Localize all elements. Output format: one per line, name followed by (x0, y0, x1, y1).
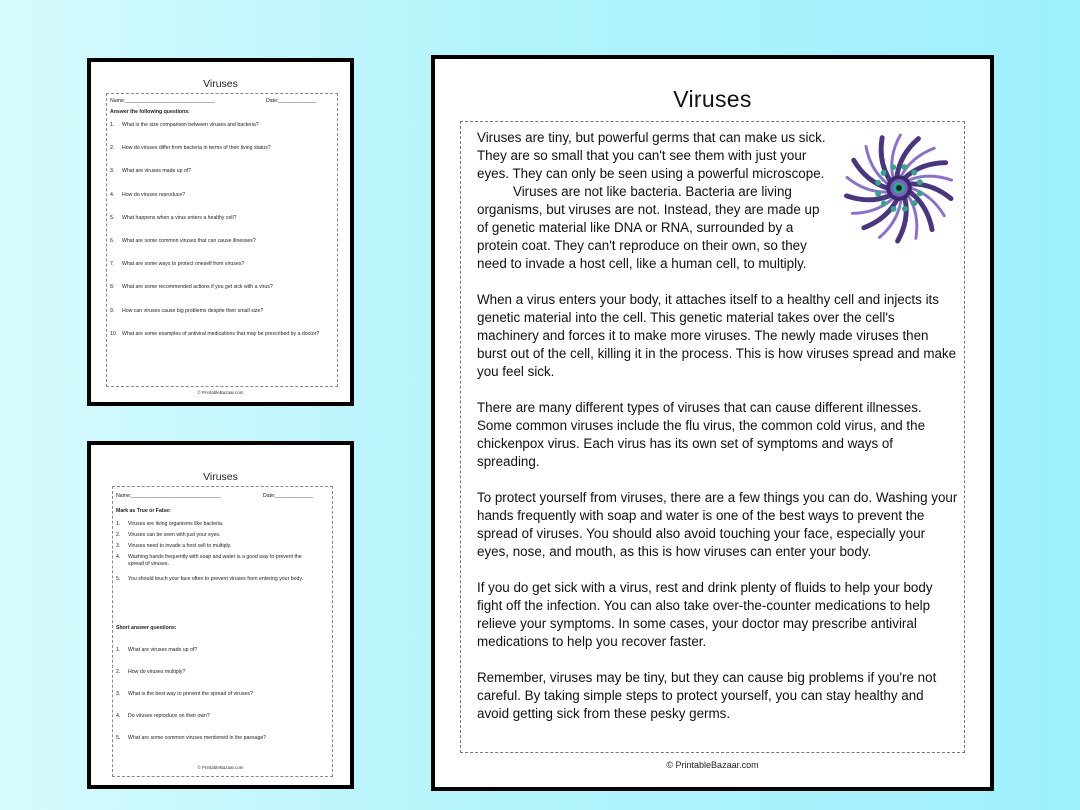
item-number: 1. (110, 122, 115, 128)
paragraph-sick: If you do get sick with a virus, rest and drink plenty of fluids to help your body fight off the infection. You can also take over-the-counter medications to help relieve your symptoms. In some cases, your doctor may prescribe antiviral medications to help you recover faster. (477, 580, 933, 649)
item-text: Viruses need to invade a host cell to multiply. (128, 543, 232, 549)
item-number: 3. (110, 168, 115, 175)
item-text: Viruses can be seen with just your eyes. (128, 532, 221, 538)
worksheet-box (112, 486, 333, 777)
item-text: What are viruses made up of? (122, 168, 192, 175)
name-field: Name:_______________________________ (116, 493, 221, 499)
item-number: 10. (110, 330, 118, 337)
paragraph-conclusion: Remember, viruses may be tiny, but they can cause big problems if you're not careful. By taking simple steps to protect yourself, you can stay healthy and avoid getting sick from these pesky germs. (477, 670, 937, 721)
list-item (116, 576, 324, 583)
list-item (116, 713, 324, 720)
virus-dot (911, 170, 917, 176)
paragraph-types: There are many different types of viruses that can cause different illnesses. Some common viruses include the flu virus, the common cold virus, and the chickenpox virus. Each virus has its own set of symptoms and ways of spreading. (477, 400, 926, 469)
list-item (116, 554, 324, 567)
item-number: 3. (116, 543, 121, 549)
virus-dot (902, 206, 908, 212)
item-text: You should touch your face often to prevent viruses from entering your body. (128, 576, 304, 582)
date-field: Date:_____________ (263, 493, 313, 499)
list-item (110, 331, 329, 338)
item-text: What are some common viruses that can cause illnesses? (122, 238, 256, 244)
virus-dot (917, 190, 923, 196)
virus-dot (881, 170, 887, 176)
item-text: What happens when a virus enters a healthy cell? (122, 214, 237, 221)
page-title: Viruses (203, 78, 238, 90)
list-item (110, 308, 329, 315)
paragraph-protection: To protect yourself from viruses, there are a few things you can do. Washing your hands frequently with soap and water is one of the best ways to prevent the spread of viruses. You should also avoid touching your face, especially your eyes, nose, and mouth, as this is how viruses can enter your body. (477, 490, 958, 559)
item-text: What is the best way to prevent the spread of viruses? (128, 691, 253, 697)
list-item (110, 284, 329, 291)
item-number: 4. (110, 191, 115, 198)
date-field: Date:_____________ (266, 98, 316, 104)
footer-credit: © PrintableBazaar.com (197, 390, 244, 395)
item-text: Washing hands frequently with soap and water is a good way to prevent the spread of viruses. (128, 554, 302, 567)
item-text: How can viruses cause big problems despite their small size? (122, 307, 264, 314)
passage-text (477, 129, 959, 741)
virus-illustration-icon (839, 129, 959, 247)
true-false-heading: Mark as True or False: (116, 508, 171, 514)
list-item (110, 168, 329, 175)
paragraph-intro: Viruses are tiny, but powerful germs that can make us sick. They are so small that you can't see them with just your eyes. They can only be seen using a powerful microscope. Viruses are not like bacteria. Bacteria are living organisms, but viruses are not. Instead, they are made up of genetic material like DNA or RNA, surrounded by a protein coat. They can't reproduce on their own, so they need to invade a host cell, like a human cell, to multiply. (477, 130, 826, 271)
item-text: What are viruses made up of? (128, 647, 198, 653)
virus-dot (875, 191, 881, 197)
list-item (116, 735, 324, 742)
item-text: What are some ways to protect oneself from viruses? (122, 261, 245, 268)
item-text: Do viruses reproduce on their own? (128, 713, 210, 719)
item-number: 5. (116, 735, 121, 741)
paragraph-infection: When a virus enters your body, it attaches itself to a healthy cell and injects its genetic material into the cell. This genetic material takes over the cell's machinery and forces it to make more viruses. The newly made viruses then burst out of the cell, killing it in the process. This is how viruses spread and make you feel sick. (477, 292, 957, 379)
worksheet-box (106, 93, 338, 387)
item-number: 4. (116, 554, 121, 560)
virus-dot (901, 164, 907, 170)
list-item (110, 192, 329, 199)
item-number: 4. (116, 713, 121, 719)
virus-spike (908, 176, 951, 180)
item-text: What are some common viruses mentioned in the passage? (128, 735, 267, 741)
list-item (110, 261, 329, 268)
page-title: Viruses (203, 471, 238, 483)
item-text: What are some recommended actions if you get sick with a virus? (122, 284, 273, 291)
item-number: 2. (110, 145, 115, 152)
item-number: 6. (110, 238, 115, 244)
item-text: How do viruses differ from bacteria in terms of their living status? (122, 145, 271, 152)
footer-credit: © PrintableBazaar.com (666, 760, 759, 770)
virus-dot (917, 179, 923, 185)
list-item (116, 691, 324, 698)
item-number: 2. (116, 669, 121, 675)
item-number: 2. (116, 532, 121, 538)
item-number: 8. (110, 284, 115, 291)
footer-credit: © PrintableBazaar.com (197, 765, 244, 770)
list-item (116, 669, 324, 676)
item-text: What are some examples of antiviral medications that may be prescribed by a doctor? (122, 330, 320, 337)
virus-dot (890, 164, 896, 170)
virus-dot (881, 201, 887, 207)
list-item (110, 122, 329, 129)
reading-passage-page (431, 55, 994, 791)
instructions-heading: Answer the following questions: (110, 109, 190, 115)
virus-spike (846, 196, 889, 200)
worksheet-true-false-page (87, 441, 354, 789)
list-item (116, 647, 324, 654)
item-number: 5. (110, 214, 115, 221)
list-item (116, 521, 324, 528)
virus-dot (875, 180, 881, 186)
item-text: Viruses are living organisms like bacteria. (128, 521, 224, 527)
item-text: How do viruses multiply? (128, 669, 186, 675)
list-item (116, 532, 324, 539)
virus-dot (891, 206, 897, 212)
item-number: 1. (116, 521, 121, 527)
page-title: Viruses (673, 86, 752, 112)
item-number: 1. (116, 647, 121, 653)
short-answer-heading: Short answer questions: (116, 625, 177, 631)
item-number: 9. (110, 307, 115, 314)
virus-dot (912, 200, 918, 206)
list-item (110, 145, 329, 152)
list-item (116, 543, 324, 550)
item-number: 3. (116, 691, 121, 697)
passage-box (460, 121, 965, 753)
item-number: 7. (110, 261, 115, 268)
worksheet-questions-page (87, 58, 354, 406)
list-item (110, 215, 329, 222)
item-number: 5. (116, 576, 121, 582)
name-field: Name:_______________________________ (110, 98, 215, 104)
item-text: How do viruses reproduce? (122, 191, 186, 198)
list-item (110, 238, 329, 245)
item-text: What is the size comparison between viruses and bacteria? (122, 122, 259, 128)
